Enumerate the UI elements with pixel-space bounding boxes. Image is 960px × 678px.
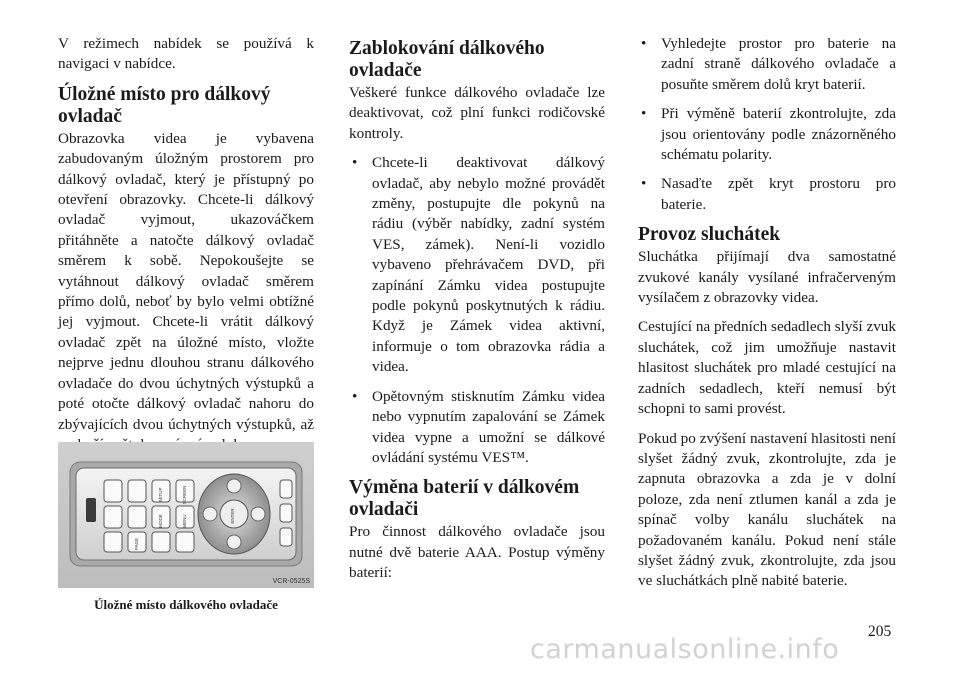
watermark-text: carmanualsonline.info (530, 634, 840, 665)
column-right (638, 34, 896, 601)
section-heading-battery: Výměna baterií v dálkovém ovladači (349, 477, 580, 521)
list-item: • Chcete-li deaktivovat dálkový ovladač, aby nebylo možné provádět změny, postupujte dle pokynů na rádiu (výběr nabídky, zadní systém VES, zámek). Není-li vozidlo vybaveno přehrávačem DVD, při zapínání Zámku videa postupujte podle pokynů poskytnutých k rádiu. Když je Zámek videa aktivní, informuje o tom obrazovka rádia a videa. (349, 153, 605, 377)
headphones-paragraph: Sluchátka přijímají dva samostatné zvukové kanály vysílané infračerveným vysílačem z obrazovky videa. (638, 248, 896, 307)
section-heading-lock: Zablokování dálkového ovladače (349, 38, 545, 81)
page-button-label: PAGE (134, 537, 139, 551)
headphones-paragraph: Cestující na předních sedadlech slyší zvuk sluchátek, což jim umožňuje nastavit hlasitost sluchátek pro mladé cestující na zadních sedadlech, kteří nemusí být schopni to sami provést. (638, 318, 896, 418)
lock-paragraph: Veškeré funkce dálkového ovladače lze deaktivovat, což plní funkci rodičovské kontroly. (349, 84, 605, 142)
headphones-paragraph: Pokud po zvýšení nastavení hlasitosti není slyšet žádný zvuk, zkontrolujte, zda je zapnuta obrazovka a zda je v dolní poloze, zda není ztlumen kanál a zda je spínač volby kanálu sluchátek na požadovaném kanálu. Pokud není stále slyšet žádný zvuk, zkontrolujte, zda jsou ve sluchátkách plně nabité baterie. (638, 429, 896, 590)
enter-button-label: ENTER (230, 508, 235, 524)
page-number: 205 (868, 623, 892, 640)
lock-bullet-list (349, 153, 605, 468)
intro-paragraph: V režimech nabídek se používá k navigaci v nabídce. (58, 35, 314, 73)
remote-control-illustration (58, 442, 314, 588)
menu-button-label: MENU (182, 514, 187, 528)
battery-bullet-list (638, 34, 896, 215)
list-item: • Nasaďte zpět kryt prostoru pro baterie. (638, 174, 896, 215)
storage-paragraph: Obrazovka videa je vybavena zabudovaným úložným prostorem pro dálkový ovladač, který je přístupný po otevření obrazovky. Chcete-li dálkový ovladač vyjmout, ukazováčkem přitáhněte a natočte dálkový ovladač směrem k sobě. Nepokoušejte se vytáhnout dálkový ovladač směrem přímo dolů, neboť by bylo velmi obtížné jej vyjmout. Chcete-li vrátit dálkový ovladač zpět na úložné místo, vložte nejprve jednu dlouhou stranu dálkového ovladače do dvou úchytných výstupků a poté otočte dálkový ovladač nahoru do zbývajících dvou úchytných výstupků, až (58, 129, 314, 433)
mode-button-label: MODE (158, 514, 163, 528)
column-left (58, 34, 314, 464)
setup-button-label: SETUP (158, 487, 163, 503)
list-item: • Vyhledejte prostor pro baterie na zadní straně dálkového ovladače a posuňte směrem dolů kryt baterií. (638, 34, 896, 95)
battery-paragraph: Pro činnost dálkového ovladače jsou nutné dvě baterie AAA. Postup výměny baterií: (349, 523, 605, 582)
remote-storage-figure (58, 442, 314, 588)
list-item: • Při výměně baterií zkontrolujte, zda jsou orientovány podle znázorněného schématu polarity. (638, 104, 896, 165)
figure-code: VCR-0525S (272, 578, 310, 585)
figure-caption: Úložné místo dálkového ovladače (94, 597, 278, 612)
column-middle (349, 34, 605, 593)
section-heading-headphones: Provoz sluchátek (638, 224, 781, 246)
screen-button-label: SCREEN (182, 485, 187, 505)
list-item: • Opětovným stisknutím Zámku videa nebo vypnutím zapalování se Zámek videa vypne a umožní se dálkové ovládání systému VES™. (349, 387, 605, 469)
section-heading-storage: Úložné místo pro dálkový ovladač (58, 83, 271, 127)
